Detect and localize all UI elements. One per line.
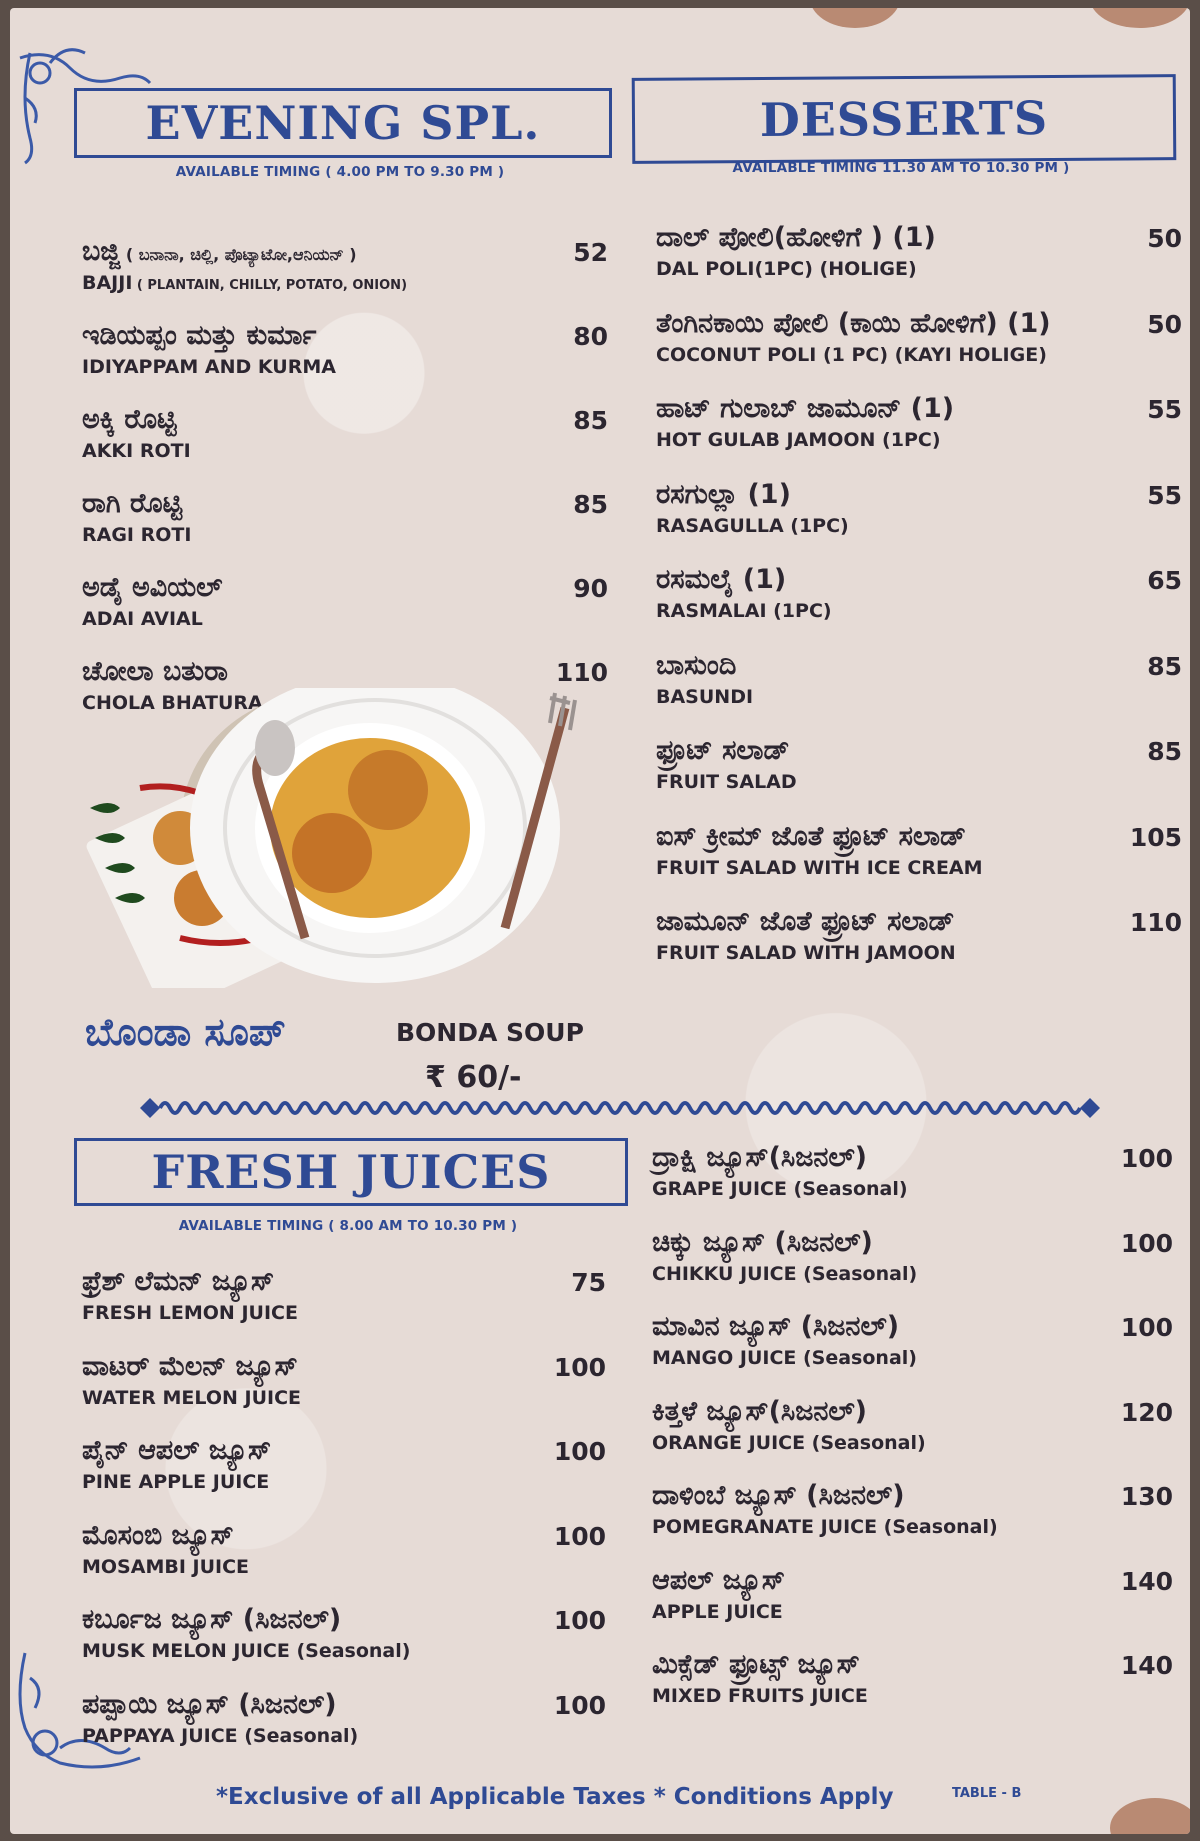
item-name-kannada: [82, 1435, 271, 1467]
item-name-kannada-text: ಫ್ರೆಶ್ ಲೆಮನ್ ಜ್ಯೂಸ್: [82, 1266, 275, 1297]
item-price: 65: [1147, 566, 1182, 595]
item-name-kannada: [656, 479, 849, 511]
item-price: 110: [1129, 908, 1182, 937]
item-name-kannada-text: ವಾಟರ್ ಮೆಲನ್ ಜ್ಯೂಸ್: [82, 1350, 298, 1382]
item-name-kannada: [82, 236, 407, 268]
item-name-english: [652, 1347, 917, 1369]
menu-item: [652, 1142, 908, 1200]
item-name-kannada-text: ರಸಗುಲ್ಲಾ (1): [656, 478, 791, 510]
item-name-kannada: [82, 1266, 298, 1298]
item-name-english: [82, 1471, 271, 1493]
item-name-english-text: POMEGRANATE JUICE (Seasonal): [652, 1516, 998, 1538]
item-price: 130: [1120, 1482, 1173, 1511]
item-name-kannada-text: ದಾಲ್ ಪೋಲಿ(ಹೋಳಿಗೆ ) (1): [656, 222, 936, 253]
item-name-english-text: FRUIT SALAD WITH JAMOON: [656, 942, 956, 964]
finger: [1090, 8, 1190, 28]
item-name-english-text: WATER MELON JUICE: [82, 1386, 301, 1409]
menu-item: [82, 320, 336, 378]
table-tag: TABLE - B: [952, 1786, 1022, 1801]
item-name-kannada-text: ಪಪ್ಪಾಯಿ ಜ್ಯೂಸ್ (ಸಿಜನಲ್): [82, 1688, 337, 1720]
menu-item: [652, 1565, 785, 1623]
menu-item: [82, 1604, 410, 1662]
item-name-english-text: HOT GULAB JAMOON (1PC): [656, 429, 941, 451]
menu-item: [82, 572, 222, 630]
item-price: 85: [1147, 737, 1182, 766]
item-name-kannada: [82, 656, 263, 688]
item-name-english: [82, 1725, 358, 1747]
menu-item: [652, 1480, 998, 1538]
bonda-soup-photo: [70, 688, 590, 988]
item-name-kannada: [82, 1689, 358, 1721]
item-name-english-text: DAL POLI(1PC) (HOLIGE): [656, 258, 917, 280]
menu-item: [656, 735, 797, 793]
item-name-kannada-text: ಮಾವಿನ ಜ್ಯೂಸ್ (ಸಿಜನಲ್): [652, 1311, 900, 1342]
item-name-kannada-text: ಪೈನ್ ಆಪಲ್ ಜ್ಯೂಸ್: [82, 1435, 272, 1466]
item-name-kannada: [656, 650, 753, 682]
juices-title: FRESH JUICES: [151, 1145, 551, 1199]
item-name-kannada-text: ರಾಗಿ ರೊಟ್ಟಿ: [82, 488, 183, 519]
item-name-english-text: RAGI ROTI: [82, 524, 192, 546]
item-name-english: [656, 857, 983, 879]
item-name-english-text: PAPPAYA JUICE (Seasonal): [82, 1724, 359, 1747]
item-name-english: [652, 1685, 868, 1707]
item-name-english-text: FRESH LEMON JUICE: [82, 1302, 298, 1324]
item-name-kannada-text: ಬಾಸುಂದಿ: [656, 649, 737, 681]
item-name-kannada: [652, 1311, 917, 1343]
evening-title-box: [74, 88, 612, 158]
item-price: 105: [1129, 822, 1182, 852]
item-name-english: [82, 1640, 410, 1662]
item-name-kannada-text: ಮಿಕ್ಸೆಡ್ ಫ್ರೂಟ್ಸ್ ಜ್ಯೂಸ್: [652, 1649, 860, 1680]
bonda-soup-english: BONDA SOUP: [396, 1018, 584, 1047]
menu-item: [656, 650, 753, 708]
item-name-kannada: [656, 735, 797, 767]
item-name-kannada-text: ದ್ರಾಕ್ಷಿ ಜ್ಯೂಸ್(ಸಿಜನಲ್): [652, 1142, 867, 1173]
item-name-kannada-text: ಕರ್ಬೂಜ ಜ್ಯೂಸ್ (ಸಿಜನಲ್): [82, 1604, 342, 1635]
item-name-english-text: PINE APPLE JUICE: [82, 1471, 270, 1493]
item-name-english: [656, 429, 954, 451]
item-name-kannada: [652, 1142, 908, 1174]
item-name-kannada: [656, 393, 954, 425]
item-name-kannada-text: ಮೊಸಂಬಿ ಜ್ಯೂಸ್: [82, 1519, 234, 1551]
item-name-english: [82, 272, 407, 294]
item-price: 100: [553, 1606, 606, 1635]
menu-item: [82, 404, 191, 462]
item-price: 90: [573, 574, 608, 603]
item-name-kannada: [652, 1649, 868, 1681]
item-price: 85: [573, 490, 608, 519]
item-name-kannada: [82, 320, 336, 352]
menu-item: [656, 308, 1051, 366]
finger: [1110, 1798, 1190, 1834]
item-name-english-text: COCONUT POLI (1 PC) (KAYI HOLIGE): [656, 343, 1047, 366]
item-name-kannada: [652, 1480, 998, 1512]
item-name-kannada: [82, 1604, 410, 1636]
menu-item: [652, 1311, 917, 1369]
item-name-kannada-text: ದಾಳಿಂಬೆ ಜ್ಯೂಸ್ (ಸಿಜನಲ್): [652, 1480, 905, 1511]
item-name-english: [656, 942, 956, 964]
item-name-english-text: BAJJI: [82, 272, 133, 294]
item-name-kannada-text: ಅಕ್ಕಿ ರೊಟ್ಟಿ: [82, 404, 177, 435]
item-name-english-text: MUSK MELON JUICE (Seasonal): [82, 1640, 411, 1662]
menu-item: [82, 1266, 298, 1324]
menu-item: [82, 1435, 271, 1493]
item-name-english-text: CHOLA BHATURA: [82, 692, 263, 714]
item-price: 50: [1147, 224, 1182, 253]
item-name-english-text: AKKI ROTI: [82, 440, 191, 462]
item-name-kannada-text: ಚಿಕ್ಕು ಜ್ಯೂಸ್ (ಸಿಜನಲ್): [652, 1226, 873, 1258]
item-name-kannada: [652, 1396, 926, 1428]
item-name-kannada: [652, 1565, 785, 1597]
item-name-english-text: FRUIT SALAD WITH ICE CREAM: [656, 856, 983, 879]
menu-item: [656, 222, 936, 280]
item-name-english-note: ( PLANTAIN, CHILLY, POTATO, ONION): [132, 278, 408, 293]
item-price: 100: [553, 1521, 606, 1551]
item-name-kannada: [82, 404, 191, 436]
menu-item: [656, 564, 832, 622]
item-price: 75: [571, 1268, 606, 1297]
item-name-english: [82, 608, 222, 630]
item-price: 100: [553, 1352, 606, 1382]
item-name-english: [82, 524, 191, 546]
item-name-english: [652, 1432, 926, 1454]
item-name-english: [652, 1601, 785, 1623]
item-name-kannada-text: ಚೋಲಾ ಬತುರಾ: [82, 656, 228, 687]
item-name-english: [656, 771, 797, 793]
menu-card: [10, 8, 1190, 1834]
item-price: 100: [1120, 1313, 1173, 1342]
item-name-english-text: RASAGULLA (1PC): [656, 514, 849, 537]
item-name-english-text: ORANGE JUICE (Seasonal): [652, 1431, 926, 1454]
desserts-title-box: [632, 74, 1177, 164]
item-price: 100: [1120, 1144, 1173, 1173]
item-name-english: [82, 1302, 298, 1324]
item-name-english-text: GRAPE JUICE (Seasonal): [652, 1178, 908, 1200]
item-name-english-text: BASUNDI: [656, 685, 754, 708]
evening-timing: AVAILABLE TIMING ( 4.00 PM TO 9.30 PM ): [175, 164, 505, 180]
item-price: 120: [1120, 1397, 1173, 1427]
item-name-kannada: [656, 564, 832, 596]
item-name-kannada: [652, 1227, 917, 1259]
item-name-english: [656, 258, 936, 280]
item-name-kannada: [82, 1520, 249, 1552]
juices-title-box: [74, 1138, 628, 1206]
item-name-kannada-text: ತೆಂಗಿನಕಾಯಿ ಪೋಲಿ (ಕಾಯಿ ಹೋಳಿಗೆ) (1): [656, 307, 1051, 339]
item-price: 85: [573, 406, 608, 435]
item-name-english: [656, 686, 753, 708]
item-name-kannada-text: ಜಾಮೂನ್ ಜೊತೆ ಫ್ರೂಟ್ ಸಲಾಡ್: [656, 906, 955, 937]
juices-timing: AVAILABLE TIMING ( 8.00 AM TO 10.30 PM ): [178, 1218, 518, 1234]
item-price: 55: [1147, 480, 1182, 510]
menu-item: [82, 1351, 301, 1409]
item-name-english-text: APPLE JUICE: [652, 1600, 783, 1623]
item-name-kannada-text: ಫ್ರೂಟ್ ಸಲಾಡ್: [656, 735, 790, 766]
item-name-english: [82, 440, 191, 462]
menu-item: [652, 1227, 917, 1285]
menu-item: [656, 393, 954, 451]
menu-item: [652, 1649, 868, 1707]
menu-item: [652, 1396, 926, 1454]
item-name-english-text: MIXED FRUITS JUICE: [652, 1685, 868, 1707]
item-name-english-text: MOSAMBI JUICE: [82, 1555, 250, 1578]
item-price: 80: [573, 322, 608, 351]
finger: [810, 8, 900, 28]
menu-item: [82, 1520, 249, 1578]
item-name-english-text: MANGO JUICE (Seasonal): [652, 1347, 917, 1369]
desserts-timing: AVAILABLE TIMING 11.30 AM TO 10.30 PM ): [732, 160, 1070, 176]
item-name-kannada: [82, 488, 191, 520]
footer-note: *Exclusive of all Applicable Taxes * Conditions Apply: [216, 1784, 894, 1810]
menu-item: [656, 821, 983, 879]
item-name-english-text: IDIYAPPAM AND KURMA: [82, 356, 336, 378]
item-name-english: [82, 356, 336, 378]
item-price: 52: [573, 238, 608, 267]
item-name-kannada: [656, 222, 936, 254]
menu-item: [656, 906, 956, 964]
item-name-kannada-text: ಐಸ್ ಕ್ರೀಮ್ ಜೊತೆ ಫ್ರೂಟ್ ಸಲಾಡ್: [656, 820, 966, 852]
evening-title: EVENING SPL.: [145, 96, 541, 150]
item-price: 110: [555, 658, 608, 687]
item-name-kannada-text: ಕಿತ್ತಳೆ ಜ್ಯೂಸ್(ಸಿಜನಲ್): [652, 1395, 867, 1427]
item-name-kannada-text: ಹಾಟ್ ಗುಲಾಬ್ ಜಾಮೂನ್ (1): [656, 393, 955, 424]
item-name-kannada: [656, 821, 983, 853]
desserts-title: DESSERTS: [759, 90, 1049, 148]
item-name-english-text: RASMALAI (1PC): [656, 600, 832, 622]
item-name-english-text: CHIKKU JUICE (Seasonal): [652, 1262, 918, 1285]
item-name-kannada-note: ( ಬನಾನಾ, ಚಿಲ್ಲಿ, ಪೊಟ್ಯಾಟೋ,ಆನಿಯನ್ ): [120, 245, 357, 264]
menu-item: [82, 236, 407, 294]
item-name-english-text: FRUIT SALAD: [656, 771, 797, 793]
item-name-english-text: ADAI AVIAL: [82, 608, 203, 630]
menu-item: [656, 479, 849, 537]
item-name-english: [82, 1556, 249, 1578]
item-name-english: [652, 1516, 998, 1538]
item-price: 50: [1147, 309, 1182, 339]
item-price: 100: [1120, 1228, 1173, 1258]
item-name-kannada-text: ಆಪಲ್ ಜ್ಯೂಸ್: [652, 1564, 785, 1596]
item-name-kannada-text: ಬಜ್ಜಿ: [82, 236, 121, 267]
bonda-soup-kannada: ಬೊಂಡಾ ಸೂಪ್: [85, 1010, 286, 1054]
wavy-divider: [140, 1093, 1100, 1123]
item-name-english: [652, 1178, 908, 1200]
item-name-kannada: [656, 906, 956, 938]
item-price: 140: [1120, 1566, 1173, 1596]
item-name-kannada-text: ಇಡಿಯಪ್ಪಂ ಮತ್ತು ಕುರ್ಮಾ: [82, 320, 317, 351]
item-name-kannada: [82, 572, 222, 604]
item-name-kannada: [82, 1351, 301, 1383]
item-name-kannada: [656, 308, 1051, 340]
item-name-english: [656, 344, 1051, 366]
item-name-english: [82, 1387, 301, 1409]
bonda-soup-price: ₹ 60/-: [425, 1060, 522, 1095]
item-price: 100: [553, 1437, 606, 1466]
item-name-kannada-text: ಅಡೈ ಅವಿಯಲ್: [82, 572, 223, 603]
item-price: 100: [553, 1690, 606, 1720]
item-price: 140: [1120, 1651, 1173, 1680]
item-name-english: [656, 600, 832, 622]
item-price: 85: [1147, 651, 1182, 681]
menu-item: [82, 1689, 358, 1747]
item-name-english: [652, 1263, 917, 1285]
item-price: 55: [1147, 395, 1182, 424]
item-name-kannada-text: ರಸಮಲೈ (1): [656, 564, 787, 595]
item-name-english: [656, 515, 849, 537]
menu-item: [82, 488, 191, 546]
